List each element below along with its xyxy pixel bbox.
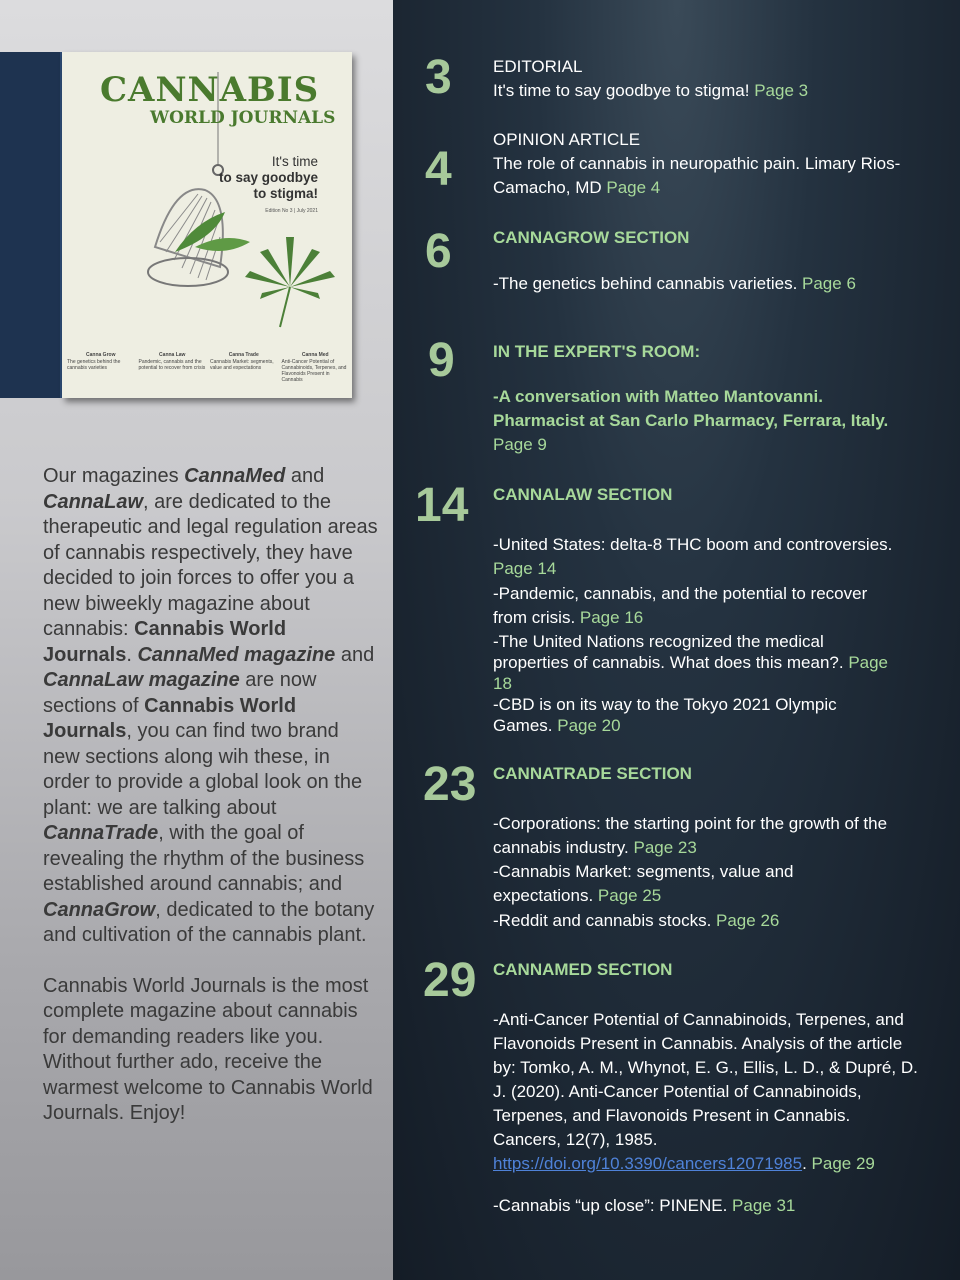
toc-entry-cannatrade-1[interactable]: -Corporations: the starting point for the growth of the cannabis industry. Page 23 [493, 814, 888, 857]
cover-tagline-line: to stigma! [253, 186, 318, 201]
toc-number: 14 [415, 479, 469, 532]
cover-section-head: Canna Med [301, 352, 329, 358]
page-link[interactable]: Page 9 [493, 435, 547, 454]
left-accent-bar [0, 52, 62, 398]
toc-entry-cannamed-2[interactable]: -Cannabis “up close”: PINENE. Page 31 [493, 1196, 796, 1215]
page-link[interactable]: Page 16 [579, 608, 644, 627]
toc-number: 3 [425, 51, 452, 104]
page-link[interactable]: Page 23 [633, 838, 697, 857]
intro-paragraph: Our magazines CannaMed and CannaLaw, are dedicated to the therapeutic and legal regulation areas of cannabis respectively, they have decided to join forces to offer you a new biweekly magazine about cannabis: Cannabis World Journals. CannaMed magazine and CannaLaw magazine are now sections of Cannabis World Journals, you can find two brand new sections along wih these, in order to provide a global look on the plant: we are talking about CannaTrade, with the goal of revealing the rhythm of the business established around cannabis; and CannaGrow, dedicated to the botany and cultivation of the cannabis plant. [43, 465, 378, 946]
cover-title: CANNABIS [100, 70, 320, 110]
cover-section-text: Pandemic, cannabis and the potential to recover from crisis [138, 359, 206, 371]
toc-heading-cannagrow: CANNAGROW SECTION [493, 228, 690, 247]
page-link[interactable]: Page 29 [811, 1154, 875, 1173]
cover-section-text: The genetics behind the cannabis varieties [67, 359, 121, 371]
toc-entry-cannalaw-2[interactable]: -Pandemic, cannabis, and the potential to recover from crisis. Page 16 [493, 584, 868, 627]
toc-entry-expert[interactable]: -A conversation with Matteo Mantovanni. Pharmacist at San Carlo Pharmacy, Ferrara, Italy. Page 9 [493, 387, 889, 454]
page-link[interactable]: Page 31 [732, 1196, 796, 1215]
page-link[interactable]: Page 3 [754, 81, 809, 100]
doi-link[interactable]: https://doi.org/10.3390/cancers12071985 [493, 1154, 803, 1173]
page-link[interactable]: Page 6 [802, 274, 856, 293]
cover-section-text: Cannabis Market: segments, value and expectations [210, 359, 274, 371]
page-link[interactable]: Page 20 [557, 716, 621, 735]
toc-entry-opinion[interactable]: OPINION ARTICLE The role of cannabis in neuropathic pain. Limary Rios-Camacho, MD Page 4 [493, 128, 913, 200]
toc-entry-cannalaw-1[interactable]: -United States: delta-8 THC boom and controversies. Page 14 [493, 535, 893, 578]
page-link[interactable]: Page 14 [493, 559, 557, 578]
intro-paragraph: Cannabis World Journals is the most complete magazine about cannabis for demanding readers like you. Without further ado, receive the warmest welcome to Cannabis World Journals. Enjoy! [43, 974, 373, 1124]
cover-edition: Edition No 3 | July 2021 [265, 208, 318, 214]
toc-heading-expert: IN THE EXPERT'S ROOM: [493, 342, 701, 361]
toc-entry-cannamed-1[interactable]: -Anti-Cancer Potential of Cannabinoids, Terpenes, and Flavonoids Present in Cannabis. Analysis of the article by: Tomko, A. M., Whynot, E. G., Ellis, L. D., & Dupré, D. J. (2020). Anti-Cancer Potential of Cannabinoids, Terpenes, and Flavonoids Present in Cannabis. Cancers, 12(7), 1985. https://doi.org/10.3390/cancers12071985. Page 29 [493, 1010, 918, 1173]
toc-heading: OPINION ARTICLE [493, 130, 641, 149]
toc-number: 9 [428, 334, 455, 387]
page-link[interactable]: Page 18 [493, 653, 889, 693]
cover-section-head: Canna Grow [86, 352, 116, 358]
toc-number: 23 [423, 758, 477, 811]
cover-section [210, 352, 278, 383]
toc-entry-editorial[interactable]: EDITORIAL It's time to say goodbye to stigma! Page 3 [493, 55, 913, 103]
cover-section [282, 352, 350, 383]
toc-heading-cannalaw: CANNALAW SECTION [493, 485, 673, 504]
toc-heading-cannatrade: CANNATRADE SECTION [493, 764, 692, 783]
toc-heading: EDITORIAL [493, 57, 583, 76]
toc-entry-cannalaw-4[interactable]: -CBD is on its way to the Tokyo 2021 Olympic Games. Page 20 [493, 695, 837, 735]
page-link[interactable]: Page 25 [597, 886, 662, 905]
cover-tagline [219, 154, 318, 202]
toc-entry-cannagrow[interactable]: -The genetics behind cannabis varieties. Page 6 [493, 274, 856, 293]
toc-entry-cannatrade-3[interactable]: -Reddit and cannabis stocks. Page 26 [493, 911, 780, 930]
page-link[interactable]: Page 26 [716, 911, 780, 930]
cover-subtitle: WORLD JOURNALS [150, 108, 336, 128]
toc-entry-cannalaw-3[interactable]: -The United Nations recognized the medical properties of cannabis. What does this mean?. Page 18 [493, 632, 889, 693]
cover-section [67, 352, 135, 383]
cover-section-text: Anti-Cancer Potential of Cannabinoids, Terpenes, and Flavonoids Present in Cannabis [281, 359, 347, 383]
toc-number: 6 [425, 225, 452, 278]
intro-text [43, 464, 378, 1152]
toc-entry-cannatrade-2[interactable]: -Cannabis Market: segments, value and expectations. Page 25 [493, 862, 794, 905]
cover-sections [67, 352, 349, 383]
toc-heading-cannamed: CANNAMED SECTION [493, 960, 673, 979]
magazine-cover [62, 52, 352, 398]
cover-tagline-line: to say goodbye [218, 170, 318, 185]
toc-number: 4 [425, 143, 452, 196]
toc-number: 29 [423, 954, 477, 1007]
cover-section-head: Canna Law [159, 352, 186, 358]
cover-section [139, 352, 207, 383]
cover-section-head: Canna Trade [228, 352, 259, 358]
page-link[interactable]: Page 4 [606, 178, 661, 197]
cover-tagline-line: It's time [271, 154, 318, 169]
